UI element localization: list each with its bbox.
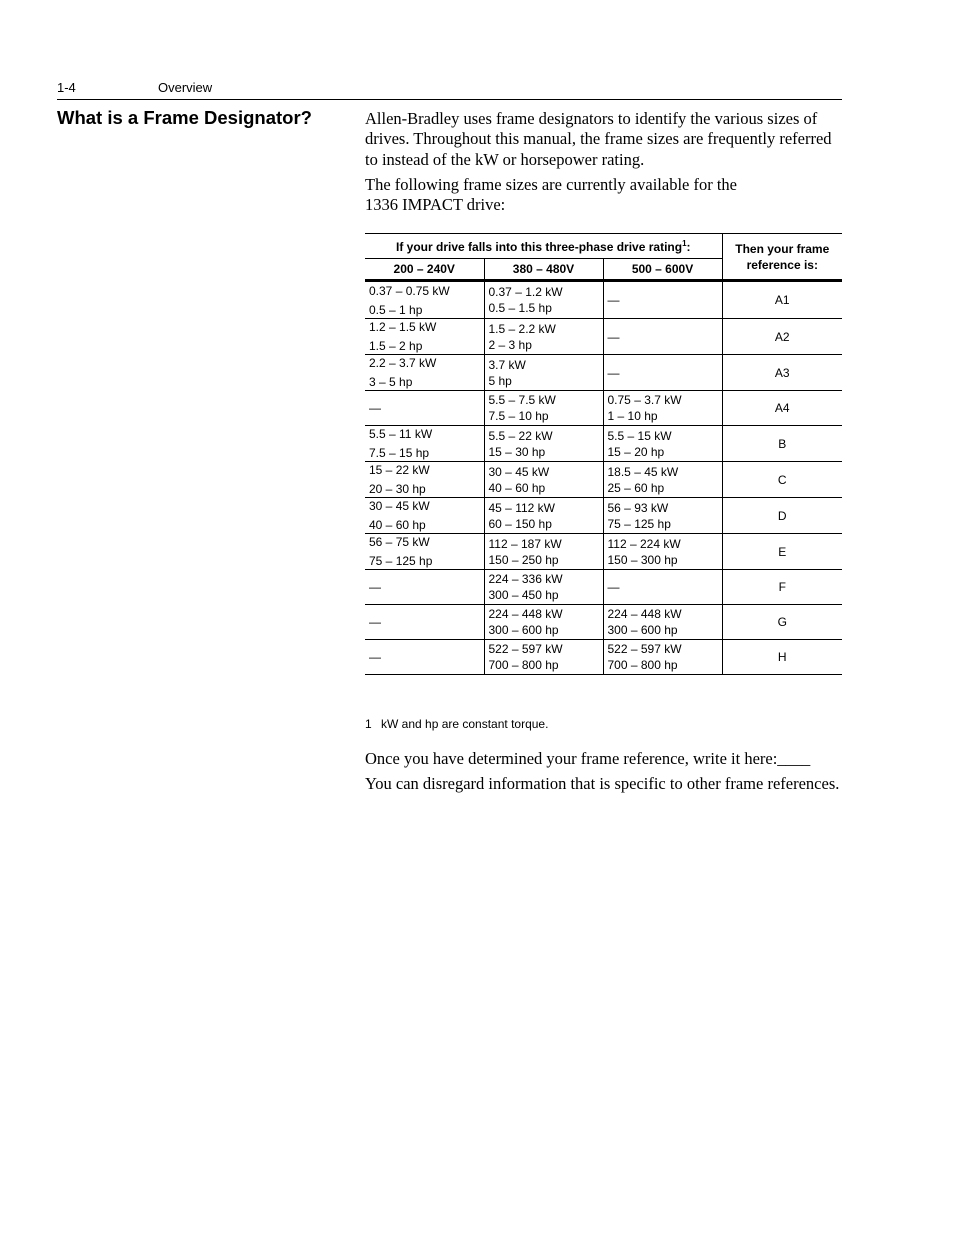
rating-kw: 5.5 – 15 kW <box>607 428 672 443</box>
frame-reference-cell: D <box>722 498 842 534</box>
table-row <box>365 605 842 640</box>
rating-hp: 0.5 – 1.5 hp <box>488 301 552 315</box>
frame-designator-table <box>365 233 842 675</box>
intro-text-2-line1: The following frame sizes are currently available for the <box>365 175 737 194</box>
intro-paragraph-1 <box>365 109 842 170</box>
rating-hp: 15 – 30 hp <box>488 444 546 459</box>
frame-ref-header-line2: reference is: <box>746 257 818 272</box>
rating-kw: 56 – 75 kW <box>369 535 430 549</box>
rating-hp: 5 hp <box>488 373 512 388</box>
rating-cell <box>484 355 603 391</box>
frame-reference-cell: A2 <box>722 319 842 355</box>
rating-kw: — <box>607 580 620 594</box>
rating-cell <box>365 391 484 426</box>
frame-reference-cell: F <box>722 570 842 605</box>
rating-kw: 3.7 kW <box>488 357 526 372</box>
closing-paragraph-2 <box>365 774 842 794</box>
rating-cell <box>365 534 484 570</box>
rating-kw: 224 – 448 kW <box>488 607 563 621</box>
rating-hp: 15 – 20 hp <box>607 444 665 459</box>
rating-kw: — <box>369 615 381 629</box>
rating-cell <box>484 462 603 498</box>
rating-cell <box>603 355 722 391</box>
rating-kw: — <box>607 329 620 344</box>
rating-kw: 5.5 – 22 kW <box>488 428 553 443</box>
closing-paragraph-1 <box>365 749 842 769</box>
rating-hp: 300 – 600 hp <box>607 623 678 637</box>
rating-kw: 2.2 – 3.7 kW <box>369 356 437 370</box>
rating-hp: 700 – 800 hp <box>607 658 678 672</box>
rating-cell <box>365 426 484 462</box>
rating-kw: 0.75 – 3.7 kW <box>607 393 682 407</box>
rating-hp: 300 – 600 hp <box>488 623 559 637</box>
rating-kw: 5.5 – 11 kW <box>369 427 433 441</box>
rating-hp: 1.5 – 2 hp <box>369 339 423 353</box>
rating-hp: 2 – 3 hp <box>488 337 532 352</box>
rating-cell <box>365 570 484 605</box>
rating-kw: 224 – 336 kW <box>488 572 563 586</box>
table-body <box>365 281 842 675</box>
rating-cell <box>603 570 722 605</box>
rating-kw: 112 – 187 kW <box>488 536 562 551</box>
rating-cell <box>484 391 603 426</box>
rating-cell <box>484 498 603 534</box>
rating-hp: 20 – 30 hp <box>369 482 426 496</box>
rating-cell <box>365 355 484 391</box>
rating-kw: — <box>369 650 381 664</box>
table-row <box>365 319 842 355</box>
rating-kw: 18.5 – 45 kW <box>607 464 679 479</box>
rating-kw: 522 – 597 kW <box>607 642 682 656</box>
section-heading: What is a Frame Designator? <box>57 107 312 128</box>
rating-cell <box>484 534 603 570</box>
rating-cell <box>603 640 722 675</box>
table-footnote <box>365 717 548 731</box>
intro-paragraph-2 <box>365 175 842 216</box>
section-title: Overview <box>158 80 213 95</box>
rating-hp: 40 – 60 hp <box>369 518 426 532</box>
column-header-500-600v: 500 – 600V <box>603 259 722 281</box>
rating-hp: 150 – 250 hp <box>488 552 559 567</box>
rating-cell <box>365 605 484 640</box>
rating-kw: 5.5 – 7.5 kW <box>488 393 556 407</box>
rating-cell <box>484 605 603 640</box>
table-row <box>365 640 842 675</box>
table-row <box>365 570 842 605</box>
footnote-text: kW and hp are constant torque. <box>381 717 549 731</box>
frame-reference-cell: A3 <box>722 355 842 391</box>
rating-kw: 15 – 22 kW <box>369 463 430 477</box>
closing-text-1: Once you have determined your frame reference, write it here:____ <box>365 749 811 768</box>
rating-cell <box>484 640 603 675</box>
rating-cell <box>603 426 722 462</box>
rating-cell <box>484 319 603 355</box>
rating-kw: — <box>369 401 381 415</box>
rating-kw: 1.5 – 2.2 kW <box>488 321 556 336</box>
rating-hp: 75 – 125 hp <box>607 516 671 531</box>
rating-kw: 30 – 45 kW <box>488 464 550 479</box>
intro-text-2 <box>365 175 842 216</box>
rating-kw: 0.37 – 1.2 kW <box>488 285 563 299</box>
frame-reference-cell: C <box>722 462 842 498</box>
rating-cell <box>365 640 484 675</box>
table-row <box>365 534 842 570</box>
rating-hp: 40 – 60 hp <box>488 480 546 495</box>
rating-kw: — <box>607 365 620 380</box>
rating-kw: 112 – 224 kW <box>607 536 681 551</box>
rating-cell <box>603 281 722 319</box>
column-header-380-480v: 380 – 480V <box>484 259 603 281</box>
frame-reference-cell: A1 <box>722 281 842 319</box>
frame-reference-cell: H <box>722 640 842 675</box>
rating-hp: 75 – 125 hp <box>369 554 433 568</box>
rating-hp: 150 – 300 hp <box>607 552 678 567</box>
frame-reference-cell: G <box>722 605 842 640</box>
table-row <box>365 355 842 391</box>
table-row <box>365 391 842 426</box>
rating-cell <box>365 319 484 355</box>
rating-hp: 25 – 60 hp <box>607 480 665 495</box>
rating-cell <box>365 281 484 319</box>
frame-reference-cell: B <box>722 426 842 462</box>
rating-hp: 300 – 450 hp <box>488 588 559 602</box>
rating-cell <box>603 319 722 355</box>
frame-reference-cell: A4 <box>722 391 842 426</box>
rating-cell <box>484 281 603 319</box>
table-row <box>365 498 842 534</box>
column-header-200-240v: 200 – 240V <box>365 259 484 281</box>
table-row <box>365 462 842 498</box>
rating-cell <box>603 534 722 570</box>
rating-kw: 1.2 – 1.5 kW <box>369 320 437 334</box>
rating-kw: — <box>607 293 620 307</box>
closing-text-2: You can disregard information that is specific to other frame references. <box>365 774 840 793</box>
rating-cell <box>603 462 722 498</box>
table-row <box>365 281 842 319</box>
intro-text-2-line2: 1336 IMPACT drive: <box>365 195 506 215</box>
rating-hp: 0.5 – 1 hp <box>369 302 423 317</box>
rating-cell <box>365 462 484 498</box>
table-row <box>365 426 842 462</box>
frame-reference-cell: E <box>722 534 842 570</box>
rating-cell <box>603 391 722 426</box>
rating-kw: 30 – 45 kW <box>369 499 430 513</box>
intro-text-1: Allen-Bradley uses frame designators to identify the various sizes of drives. Throughout this manual, the frame sizes are frequently referred to instead of the kW or horsepower rating. <box>365 109 832 169</box>
rating-kw: — <box>369 580 381 594</box>
rating-kw: 224 – 448 kW <box>607 607 682 621</box>
rating-cell <box>603 498 722 534</box>
rating-kw: 45 – 112 kW <box>488 500 555 515</box>
rating-header-text: If your drive falls into this three-phase drive rating <box>396 239 683 254</box>
page-header <box>57 79 842 100</box>
rating-cell <box>484 570 603 605</box>
rating-hp: 7.5 – 15 hp <box>369 446 430 460</box>
rating-cell <box>365 498 484 534</box>
rating-hp: 1 – 10 hp <box>607 409 658 423</box>
rating-cell <box>603 605 722 640</box>
rating-hp: 3 – 5 hp <box>369 375 413 389</box>
rating-header <box>365 234 722 259</box>
rating-kw: 522 – 597 kW <box>488 642 563 656</box>
rating-cell <box>484 426 603 462</box>
rating-hp: 7.5 – 10 hp <box>488 409 549 423</box>
footnote-number: 1 <box>365 717 372 731</box>
rating-footnote-ref: 1 <box>682 238 687 248</box>
frame-ref-header-line1: Then your frame <box>735 241 830 256</box>
rating-hp: 700 – 800 hp <box>488 658 559 672</box>
page-number: 1-4 <box>57 80 76 95</box>
rating-header-colon: : <box>686 239 691 254</box>
rating-hp: 60 – 150 hp <box>488 516 552 531</box>
rating-kw: 0.37 – 0.75 kW <box>369 283 450 298</box>
frame-reference-header <box>722 234 842 281</box>
rating-kw: 56 – 93 kW <box>607 500 669 515</box>
